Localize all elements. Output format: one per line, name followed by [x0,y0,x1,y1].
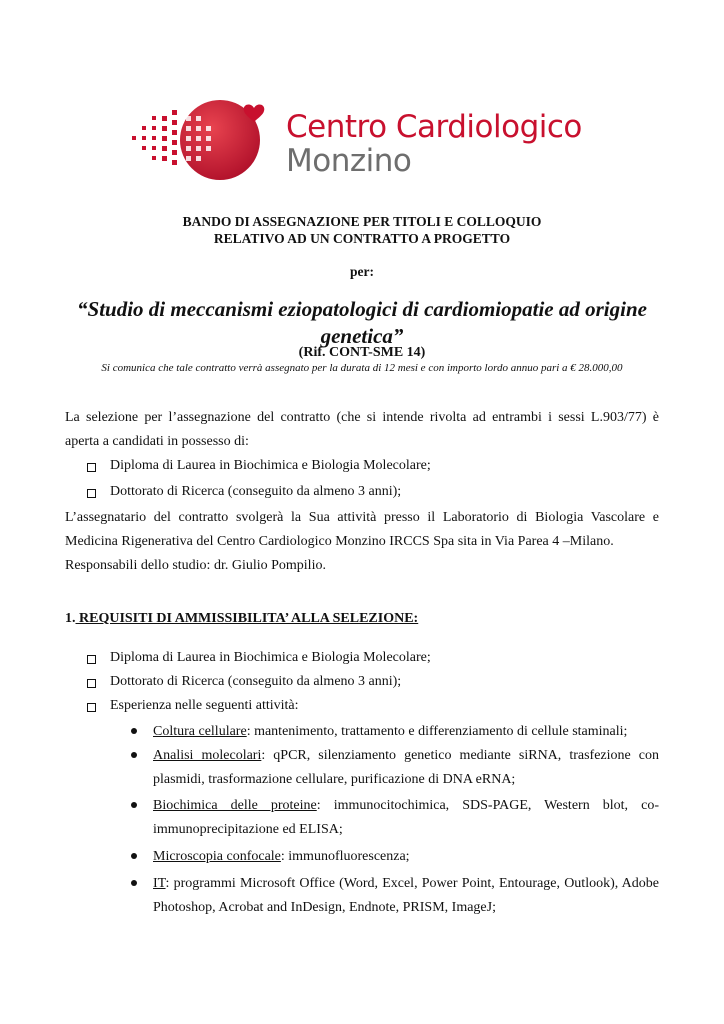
activity-label: Coltura cellulare [153,724,247,739]
location-paragraph-line-1: L’assegnatario del contratto svolgerà la Sua attività presso il Laboratorio di Biologia Vascolare e [65,510,659,525]
activity-text: : programmi Microsoft Office (Word, Excel, Power Point, Entourage, Outlook), Adobe Photoshop, Acrobat and InDesign, Endnote, PRISM, ImageJ; [153,876,659,915]
activity-label: Microscopia confocale [153,849,281,864]
section-1-title: REQUISITI DI AMMISSIBILITA’ ALLA SELEZIONE: [75,611,419,626]
activity-item [153,845,659,869]
activity-item [153,872,659,920]
activity-item [153,744,659,792]
activity-item [153,794,659,842]
intro-item-2: Dottorato di Ricerca (conseguito da almeno 3 anni); [110,484,402,499]
activity-text: : mantenimento, trattamento e differenziamento di cellule staminali; [246,724,628,739]
checkbox-bullet-icon [87,489,96,498]
intro-paragraph-line-2: aperta a candidati in possesso di: [65,434,249,449]
activity-item [153,720,659,744]
activity-label: IT [153,876,166,891]
logo-line-2: Monzino [286,143,412,179]
activity-label: Analisi molecolari [153,748,262,763]
activity-text: : immunocitochimica, SDS-PAGE, Western blot, co-immunoprecipitazione ed ELISA; [153,798,659,837]
responsible-line: Responsabili dello studio: dr. Giulio Pompilio. [65,558,326,573]
header-line-1: BANDO DI ASSEGNAZIONE PER TITOLI E COLLOQUIO [182,214,542,229]
intro-item-1: Diploma di Laurea in Biochimica e Biologia Molecolare; [110,458,431,473]
checkbox-bullet-icon [87,655,96,664]
company-logo [128,98,588,188]
logo-line-1: Centro Cardiologico [286,109,582,145]
activity-text: : immunofluorescenza; [280,849,410,864]
section-1-number: 1. [65,611,76,626]
location-paragraph-line-2: Medicina Rigenerativa del Centro Cardiologico Monzino IRCCS Spa sita in Via Parea 4 –Milano. [65,534,614,549]
header-line-2: RELATIVO AD UN CONTRATTO A PROGETTO [213,231,511,246]
checkbox-bullet-icon [87,703,96,712]
bullet-dot-icon [131,880,137,886]
checkbox-bullet-icon [87,679,96,688]
requirement-item-2: Dottorato di Ricerca (conseguito da almeno 3 anni); [110,674,402,689]
header-per: per: [350,264,374,279]
bullet-dot-icon [131,853,137,859]
bullet-dot-icon [131,728,137,734]
reference-code: (Rif. CONT-SME 14) [298,345,426,360]
bullet-dot-icon [131,802,137,808]
activity-text: : qPCR, silenziamento genetico mediante siRNA, trasfezione con plasmidi, trasformazione cellulare, purificazione di DNA eRNA; [153,748,659,787]
contract-note: Si comunica che tale contratto verrà assegnato per la durata di 12 mesi e con importo lordo annuo pari a € 28.000,00 [101,362,623,374]
requirement-item-1: Diploma di Laurea in Biochimica e Biologia Molecolare; [110,650,431,665]
logo-wordmark [286,110,582,178]
intro-paragraph-line-1: La selezione per l’assegnazione del contratto (che si intende rivolta ad entrambi i sessi L.903/77) è [65,410,659,425]
section-1-heading [65,611,418,627]
bullet-dot-icon [131,752,137,758]
document-title: “Studio di meccanismi eziopatologici di cardiomiopatie ad origine genetica” [77,297,647,348]
activity-label: Biochimica delle proteine [153,798,317,813]
logo-mark-icon [128,98,288,188]
checkbox-bullet-icon [87,463,96,472]
requirement-item-3: Esperienza nelle seguenti attività: [110,698,299,713]
